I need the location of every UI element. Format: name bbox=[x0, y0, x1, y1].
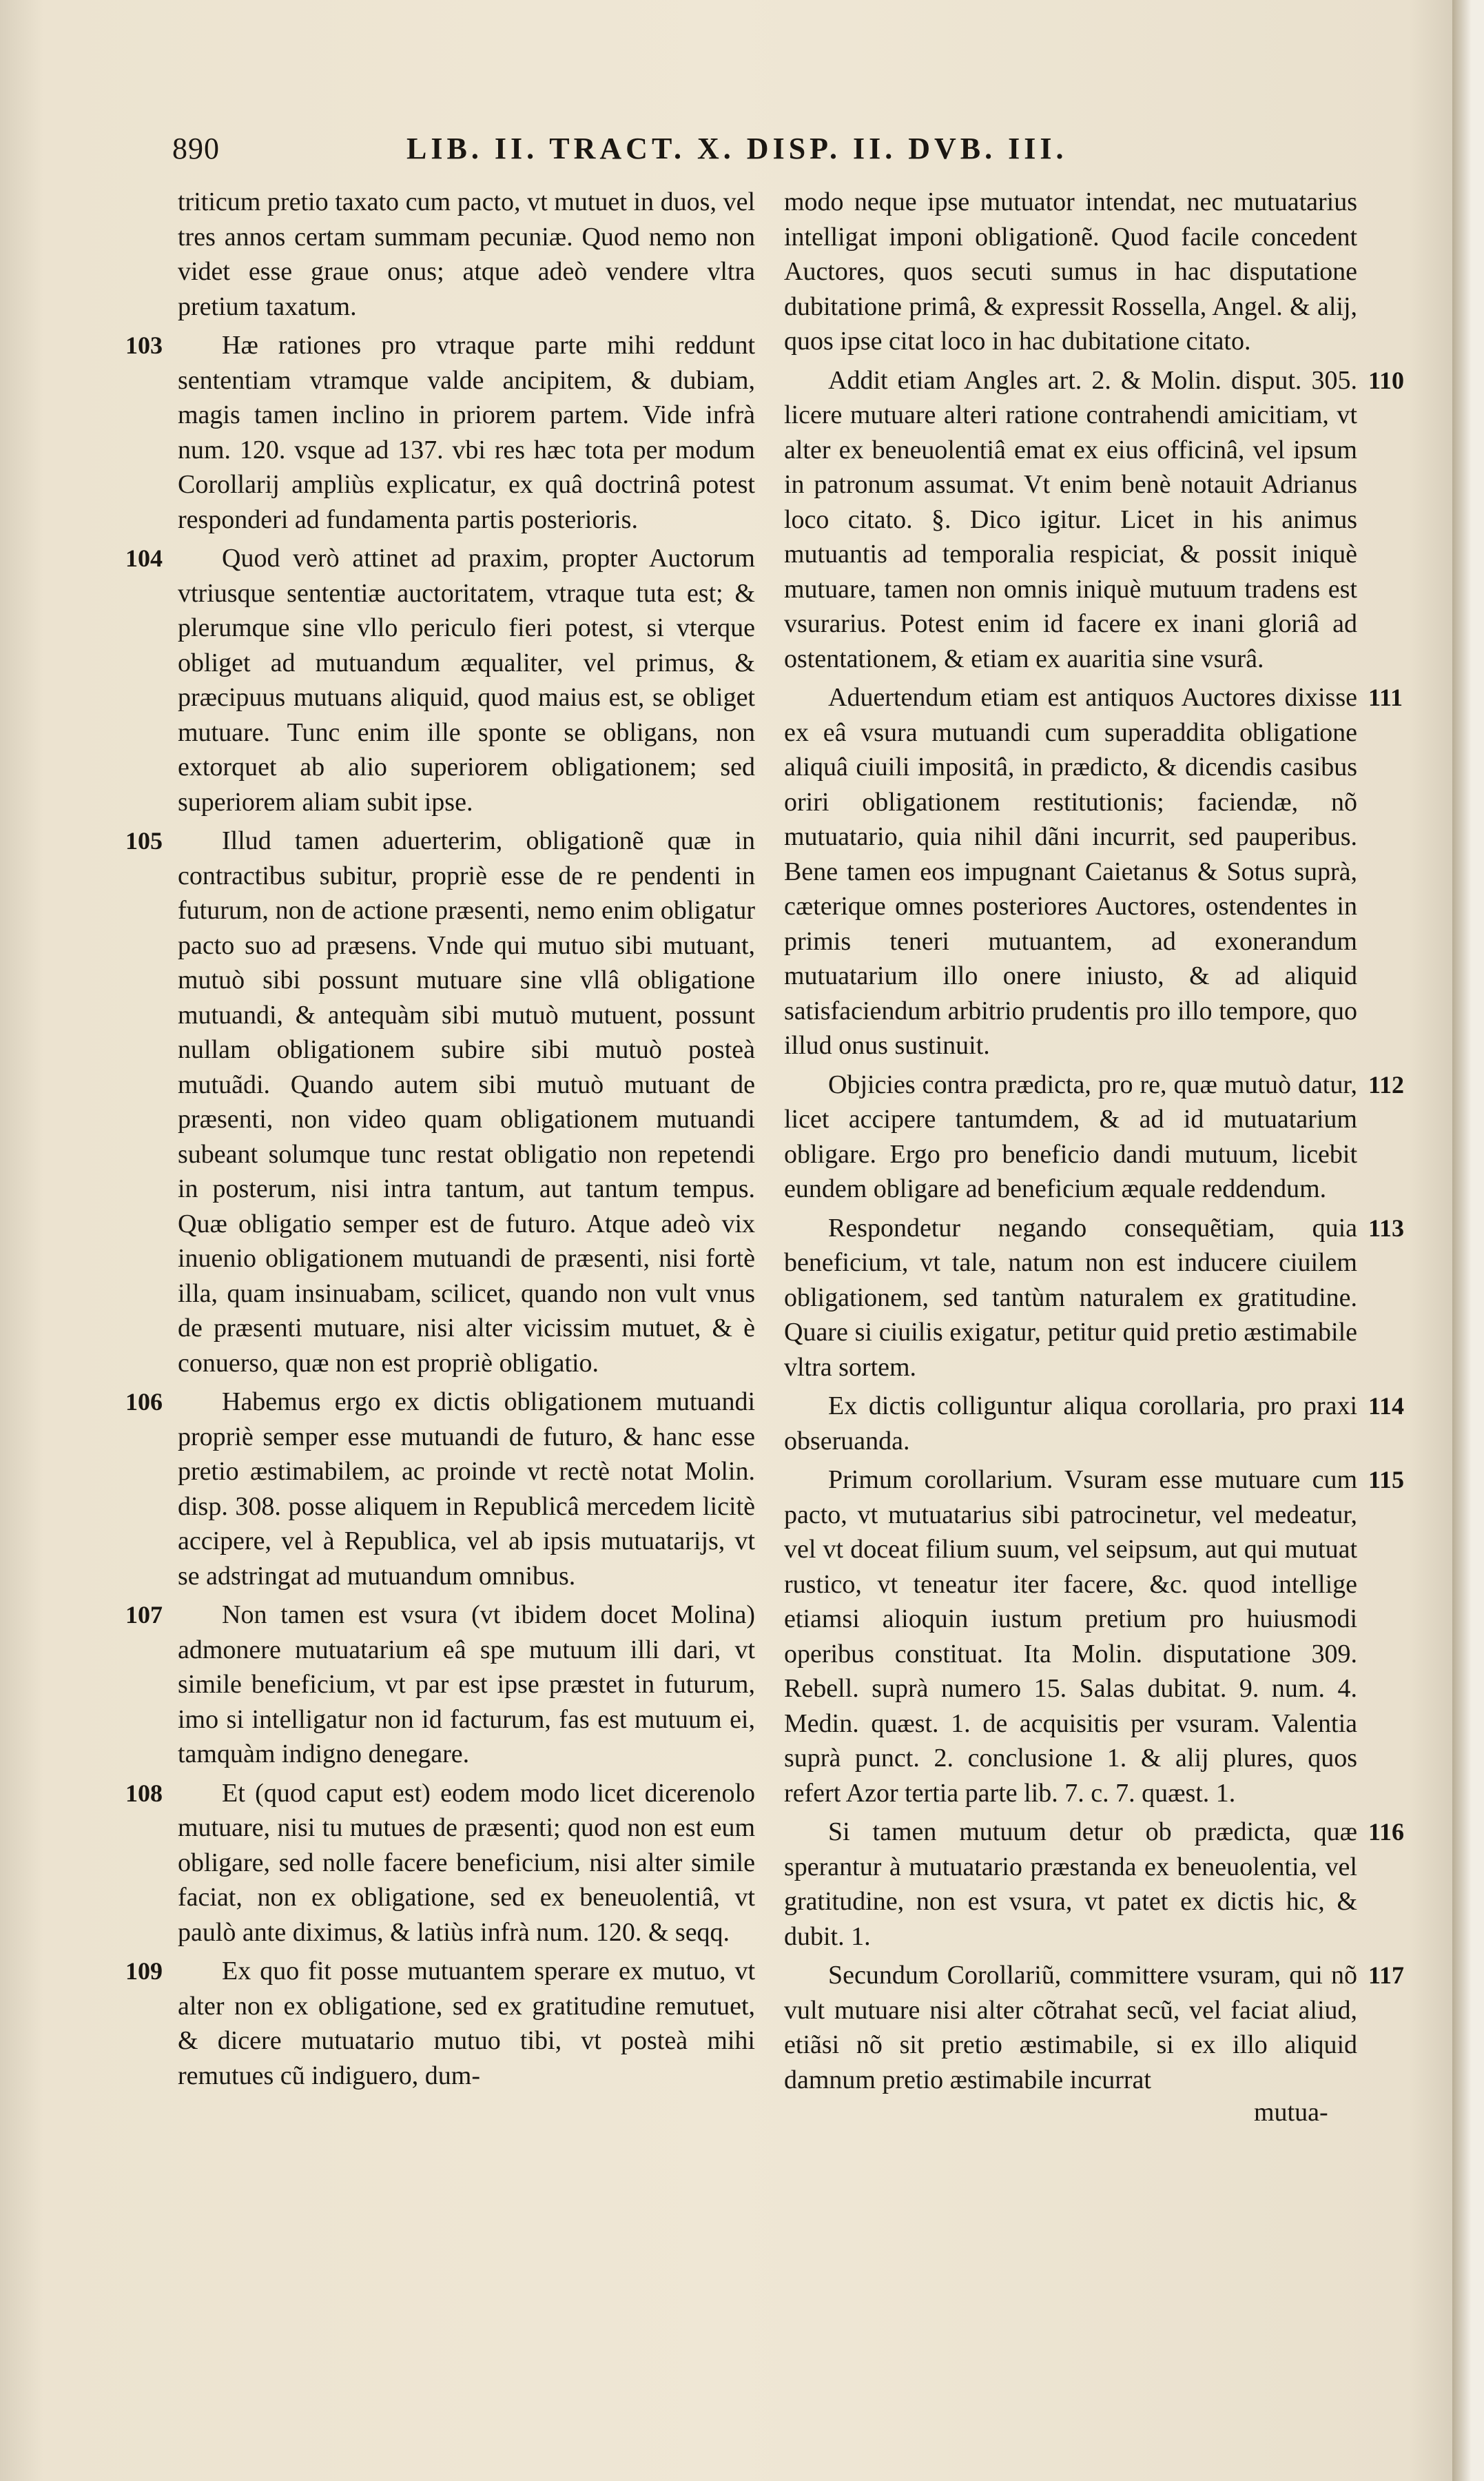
margin-number: 109 bbox=[125, 1957, 163, 1985]
margin-number: 110 bbox=[1368, 366, 1405, 394]
paragraph bbox=[784, 1389, 1405, 1458]
paragraph bbox=[125, 824, 755, 1380]
margin-number: 114 bbox=[1368, 1392, 1405, 1420]
paragraph-text: Addit etiam Angles art. 2. & Molin. disput. 305. licere mutuare alteri ratione contrahendi amicitiam, vt alter ex beneuolentiâ emat ex eius officinâ, vel ipsum in patronum assumat. Vt enim benè notauit Adrianus loco citato. §. Dico igitur. Licet in his animus mutuantis ad temporalia respiciat, & possit iniquè mutuare, tamen non omnis iniquè mutuum tradens est vsurarius. Potest enim id facere ex inani gloriâ ad ostentationem, & etiam ex auaritia sine vsurâ. bbox=[784, 365, 1357, 673]
paragraph-text: triticum pretio taxato cum pacto, vt mutuet in duos, vel tres annos certam summam pecuniæ. Quod nemo non videt esse graue onus; atque adeò vendere vltra pretium taxatum. bbox=[178, 187, 755, 321]
margin-number: 115 bbox=[1368, 1466, 1405, 1493]
paragraph-text: Primum corollarium. Vsuram esse mutuare cum pacto, vt mutuatarius sibi patrocinetur, vel medeatur, vel vt doceat filium suum, vel seipsum, aut qui mutuat rustico, vt teneatur iter facere, &c. quod intellige etiamsi alioquin iustum pretium pro huiusmodi operibus constituat. Ita Molin. disputatione 309. Rebell. suprà numero 15. Salas dubitat. 9. num. 4. Medin. quæst. 1. de acquisitis per vsuram. Valentia suprà punct. 2. conclusione 1. & alij plures, quos refert Azor tertia parte lib. 7. c. 7. quæst. 1. bbox=[784, 1465, 1357, 1808]
right-column bbox=[784, 185, 1405, 2097]
paragraph bbox=[784, 680, 1403, 1063]
page-header bbox=[172, 131, 1137, 179]
paragraph-text: Hæ rationes pro vtraque parte mihi reddunt sententiam vtramque valde ancipitem, & dubiam, magis tamen inclino in priorem partem. Vide infrà num. 120. vsque ad 137. vbi res hæc tota per modum Corollarij ampliùs explicatur, ex quâ doctrinâ potest responderi ad fundamenta partis posterioris. bbox=[178, 331, 755, 534]
page-number: 890 bbox=[172, 132, 220, 165]
paragraph bbox=[125, 1597, 755, 1772]
margin-number: 108 bbox=[125, 1779, 163, 1807]
paragraph bbox=[125, 328, 755, 537]
paragraph-text: Respondetur negando consequẽtiam, quia beneficium, vt tale, natum non est inducere ciuilem obligationem, sed tantùm naturalem ex gratitudine. Quare si ciuilis exigatur, petitur quid pretio æstimabile vltra sortem. bbox=[784, 1213, 1357, 1382]
margin-number: 113 bbox=[1368, 1214, 1405, 1242]
margin-number: 107 bbox=[125, 1601, 163, 1629]
paragraph bbox=[178, 185, 755, 324]
paragraph bbox=[784, 1958, 1405, 2097]
paragraph-text: Non tamen est vsura (vt ibidem docet Molina) admonere mutuatarium eâ spe mutuum illi dari, vt simile beneficium, vt par est ipse præstet in futurum, imo si intelligatur non id facturum, fas est mutuum ei, tamquàm indigno denegare. bbox=[178, 1600, 755, 1768]
running-title: LIB. II. TRACT. X. DISP. II. DVB. III. bbox=[406, 132, 1068, 165]
paragraph bbox=[125, 1954, 755, 2093]
paragraph-text: Aduertendum etiam est antiquos Auctores dixisse ex eâ vsura mutuandi cum superaddita obligatione aliquâ ciuili impositâ, in prædicto, & dicendis casibus oriri obligationem restitutionis; faciendæ, nõ mutuatario, quia nihil dãni incurrit, sed pauperibus. Bene tamen eos impugnant Caietanus & Sotus suprà, cæterique omnes posteriores Auctores, ostendentes in primis teneri mutuantem, ad exonerandum mutuatarium illo onere iniusto, & ad aliquid satisfaciendum arbitrio prudentis pro illo tempore, quo illud onus sustinuit. bbox=[784, 683, 1357, 1060]
margin-number: 103 bbox=[125, 331, 163, 359]
paragraph bbox=[784, 1462, 1405, 1810]
margin-number: 116 bbox=[1368, 1818, 1405, 1846]
margin-number: 112 bbox=[1368, 1070, 1405, 1099]
paragraph-text: Objicies contra prædicta, pro re, quæ mutuò datur, licet accipere tantumdem, & ad id mutuatarium obligare. Ergo pro beneficio dandi mutuum, licebit eundem obligare ad beneficium æquale reddendum. bbox=[784, 1070, 1357, 1203]
paragraph bbox=[784, 1815, 1405, 1954]
paragraph bbox=[784, 185, 1357, 359]
paragraph-text: Illud tamen aduerterim, obligationẽ quæ in contractibus subitur, propriè esse de re pendenti in futurum, non de actione præsenti, nemo enim obligatur pacto suo ad præsens. Vnde qui mutuo sibi mutuant, mutuò sibi possunt mutuare sine vllâ obligatione mutuandi, & antequàm sibi mutuò mutuent, possunt nullam obligationem subire sibi mutuò posteà mutuãdi. Quando autem sibi mutuò mutuant de præsenti, non video quam obligationem mutuandi subeant solumque tunc restat obligatio non repetendi in posterum, nisi intra tantum, aut tantum tempus. Quæ obligatio semper est de futuro. Atque adeò vix inuenio obligationem mutuandi de præsenti, nisi fortè illa, quam insinuabam, scilicet, quando non vult vnus de præsenti mutuare, nisi alter vicissim mutuet, & è conuerso, quæ non est propriè obligatio. bbox=[178, 826, 755, 1378]
paragraph-text: modo neque ipse mutuator intendat, nec mutuatarius intelligat imponi obligationẽ. Quod facile concedent Auctores, quos secuti sumus in hac disputatione dubitatione primâ, & expressit Rossella, Angel. & alij, quos ipse citat loco in hac dubitatione citato. bbox=[784, 187, 1357, 356]
paragraph-text: Ex dictis colliguntur aliqua corollaria, pro praxi obseruanda. bbox=[784, 1391, 1357, 1456]
paragraph bbox=[125, 1776, 755, 1950]
paragraph-text: Habemus ergo ex dictis obligationem mutuandi propriè semper esse mutuandi de futuro, & hanc esse pretio æstimabilem, ac proinde vt rectè notat Molin. disp. 308. posse aliquem in Republicâ mercedem licitè accipere, vel à Republica, vel ab ipsis mutuatarijs, vt se adstringat ad mutuandum omnibus. bbox=[178, 1387, 755, 1591]
margin-number: 111 bbox=[1368, 684, 1403, 711]
paragraph bbox=[784, 363, 1405, 677]
left-column bbox=[125, 185, 755, 2093]
paragraph bbox=[125, 541, 755, 819]
margin-number: 104 bbox=[125, 544, 163, 572]
margin-number: 105 bbox=[125, 827, 163, 855]
paragraph bbox=[125, 1385, 755, 1593]
paragraph-text: Et (quod caput est) eodem modo licet dicerenolo mutuare, nisi tu mutues de præsenti; quod non est eum obligare, sed nolle facere beneficium, nisi alter simile faciat, non ex obligatione, sed ex beneuolentiâ, vt paulò ante diximus, & latiùs infrà num. 120. & seqq. bbox=[178, 1778, 755, 1947]
margin-number: 117 bbox=[1368, 1961, 1405, 1989]
paragraph-text: Si tamen mutuum detur ob prædicta, quæ sperantur à mutuatario præstanda ex beneuolentia, vel gratitudine, non est vsura, vt patet ex dictis hic, & dubit. 1. bbox=[784, 1817, 1357, 1951]
paragraph bbox=[784, 1068, 1405, 1207]
catchword: mutua- bbox=[1254, 2098, 1328, 2127]
page-edge bbox=[1452, 0, 1484, 2481]
paragraph-text: Ex quo fit posse mutuantem sperare ex mutuo, vt alter non ex obligatione, sed ex gratitudine remutuet, & dicere mutuatario mutuo tibi, vt posteà mihi remutues cũ indiguero, dum- bbox=[178, 1957, 755, 2090]
paragraph-text: Quod verò attinet ad praxim, propter Auctorum vtriusque sententiæ auctoritatem, vtraque tuta est; & plerumque sine vllo periculo fieri potest, si vterque obliget ad mutuandum æqualiter, vel primus, & præcipuus mutuans aliquid, quod maius est, se obliget mutuare. Tunc enim ille sponte se obligans, non extorquet ab alio superiorem obligationem; sed superiorem aliam subit ipse. bbox=[178, 544, 755, 817]
paragraph-text: Secundum Corollariũ, committere vsuram, qui nõ vult mutuare nisi alter cõtrahat secũ, vel faciat aliud, etiãsi nõ sit pretio æstimabile, si ex illo aliquid damnum pretio æstimabile incurrat bbox=[784, 1961, 1357, 2094]
paragraph bbox=[784, 1211, 1405, 1385]
margin-number: 106 bbox=[125, 1388, 163, 1416]
